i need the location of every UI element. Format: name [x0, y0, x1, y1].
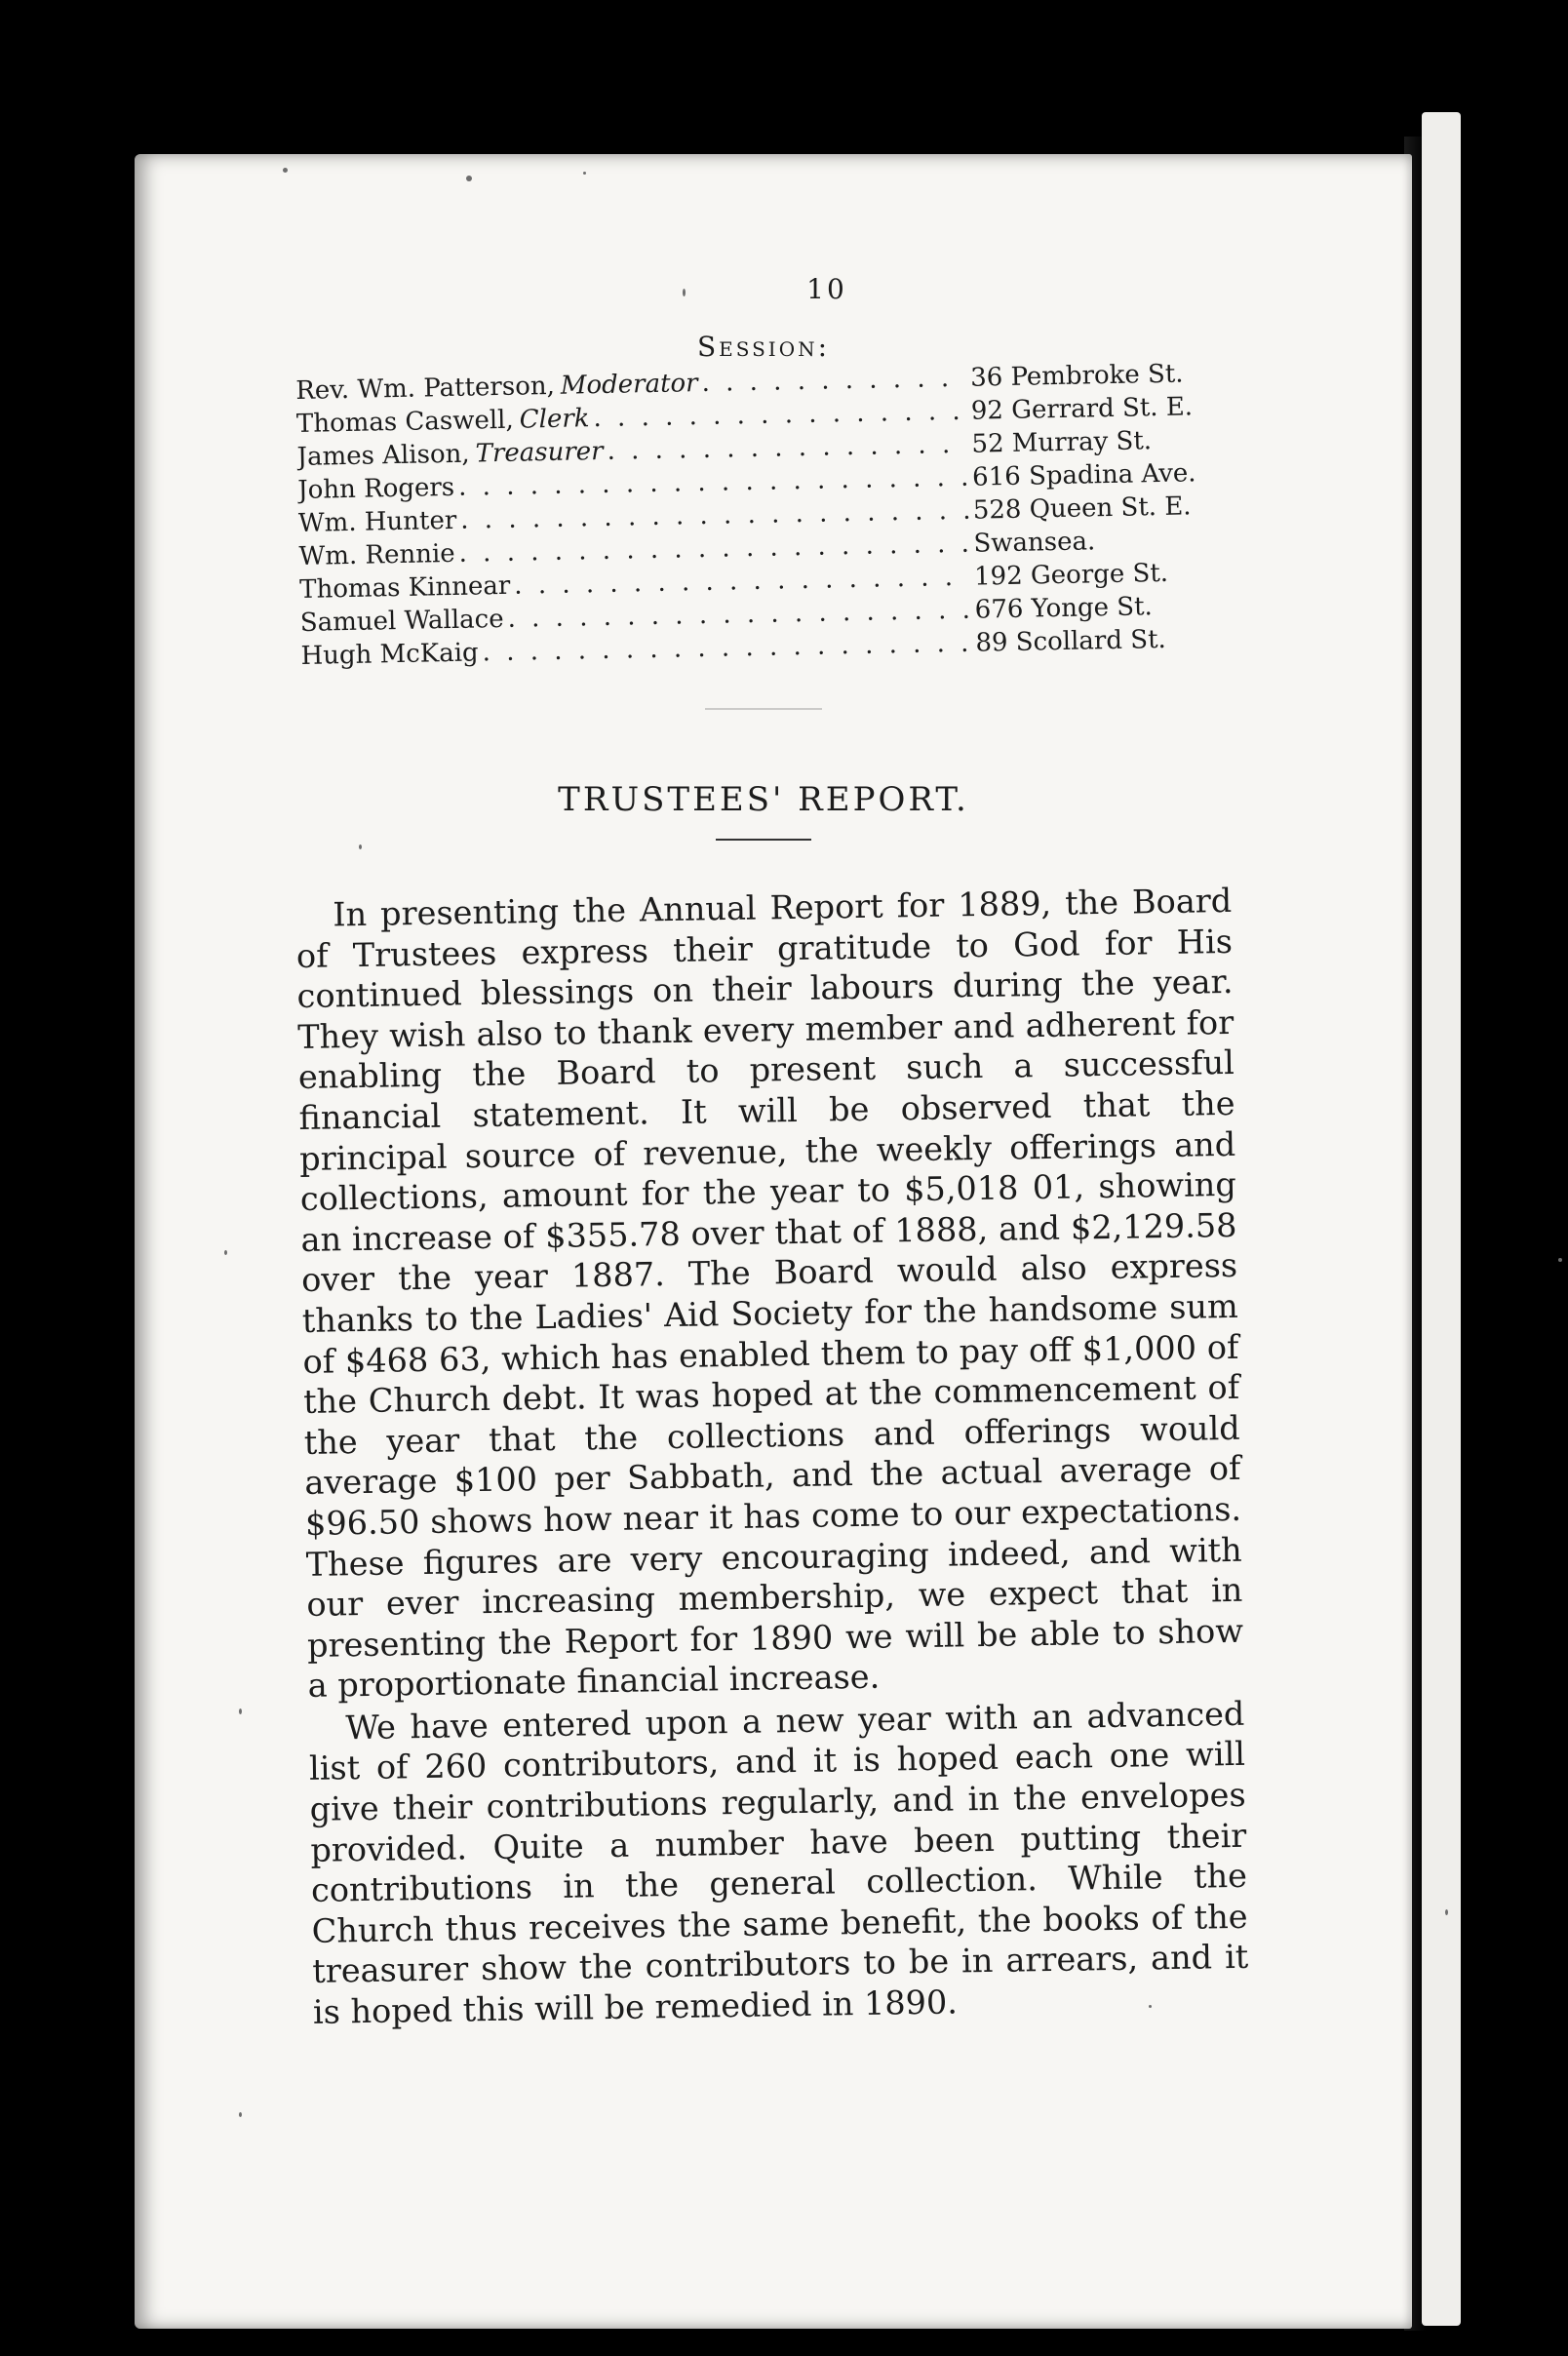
- member-address: 92 Gerrard St. E.: [970, 392, 1194, 426]
- page-number: 10: [806, 273, 847, 305]
- page-content: [295, 273, 1249, 2033]
- member-address: 192 George St.: [973, 558, 1169, 592]
- member-name: Wm. Rennie: [298, 538, 455, 571]
- member-address: 89 Scollard St.: [975, 624, 1167, 658]
- dot-leader: [701, 362, 966, 400]
- member-name: Wm. Hunter: [297, 505, 457, 538]
- member-name: John Rogers: [296, 472, 455, 505]
- section-divider: [705, 708, 822, 710]
- member-address: Swansea.: [973, 527, 1096, 559]
- member-name: Rev. Wm. Patterson,: [295, 371, 556, 406]
- title-rule: [716, 839, 811, 841]
- member-address: 36 Pembroke St.: [969, 359, 1184, 393]
- report-body: [295, 881, 1249, 2033]
- member-name: Samuel Wallace: [299, 604, 504, 638]
- member-address: 676 Yonge St.: [974, 592, 1154, 625]
- session-roster: [295, 357, 1237, 673]
- member-name: Thomas Caswell,: [295, 405, 515, 439]
- facing-page-edge: [1422, 112, 1461, 2326]
- member-address: 616 Spadina Ave.: [971, 458, 1196, 492]
- member-role: Treasurer: [475, 436, 604, 469]
- member-name: Thomas Kinnear: [298, 570, 511, 605]
- report-paragraph: We have entered upon a new year with an advanced list of 260 contributors, and it is hoped each one will give their contributions regularly, and in the envelopes provided. Quite a number have been putting their contributions in the general collection. While the Church thus receives the same benefit, the books of the treasurer show the contributors to be in arrears, and it is hoped this will be remedied in 1890.: [308, 1694, 1249, 2031]
- member-role: Clerk: [519, 404, 590, 435]
- member-name: Hugh McKaig: [300, 638, 479, 671]
- member-address: 528 Queen St. E.: [972, 491, 1192, 526]
- member-role: Moderator: [560, 369, 698, 401]
- member-name: James Alison,: [296, 439, 470, 472]
- report-title: TRUSTEES' REPORT.: [558, 780, 969, 819]
- member-address: 52 Murray St.: [971, 426, 1153, 459]
- report-paragraph: In presenting the Annual Report for 1889, the Board of Trustees express their gratitude to God for His continued blessings on their labours during the year. They wish also to thank every member and adherent for enabling the Board to present such a successful financial statement. It will be observed that the principal source of revenue, the weekly offerings and collections, amount for the year to $5,018 01, showing an increase of $355.78 over that of 1888, and $2,129.58 over the year 1887. The Board would also express thanks to the Ladies' Aid Society for the handsome sum of $468 63, which has enabled them to pay off $1,000 of the Church debt. It was hoped at the commencement of the year that the collections and offerings would average $100 per Sabbath, and the actual average of $96.50 shows how near it has come to our expectations. These figures are very encouraging indeed, and with our ever increasing membership, we expect that in presenting the Report for 1890 we will be able to show a proportionate financial increase.: [295, 881, 1244, 1706]
- session-heading: Session:: [696, 331, 831, 363]
